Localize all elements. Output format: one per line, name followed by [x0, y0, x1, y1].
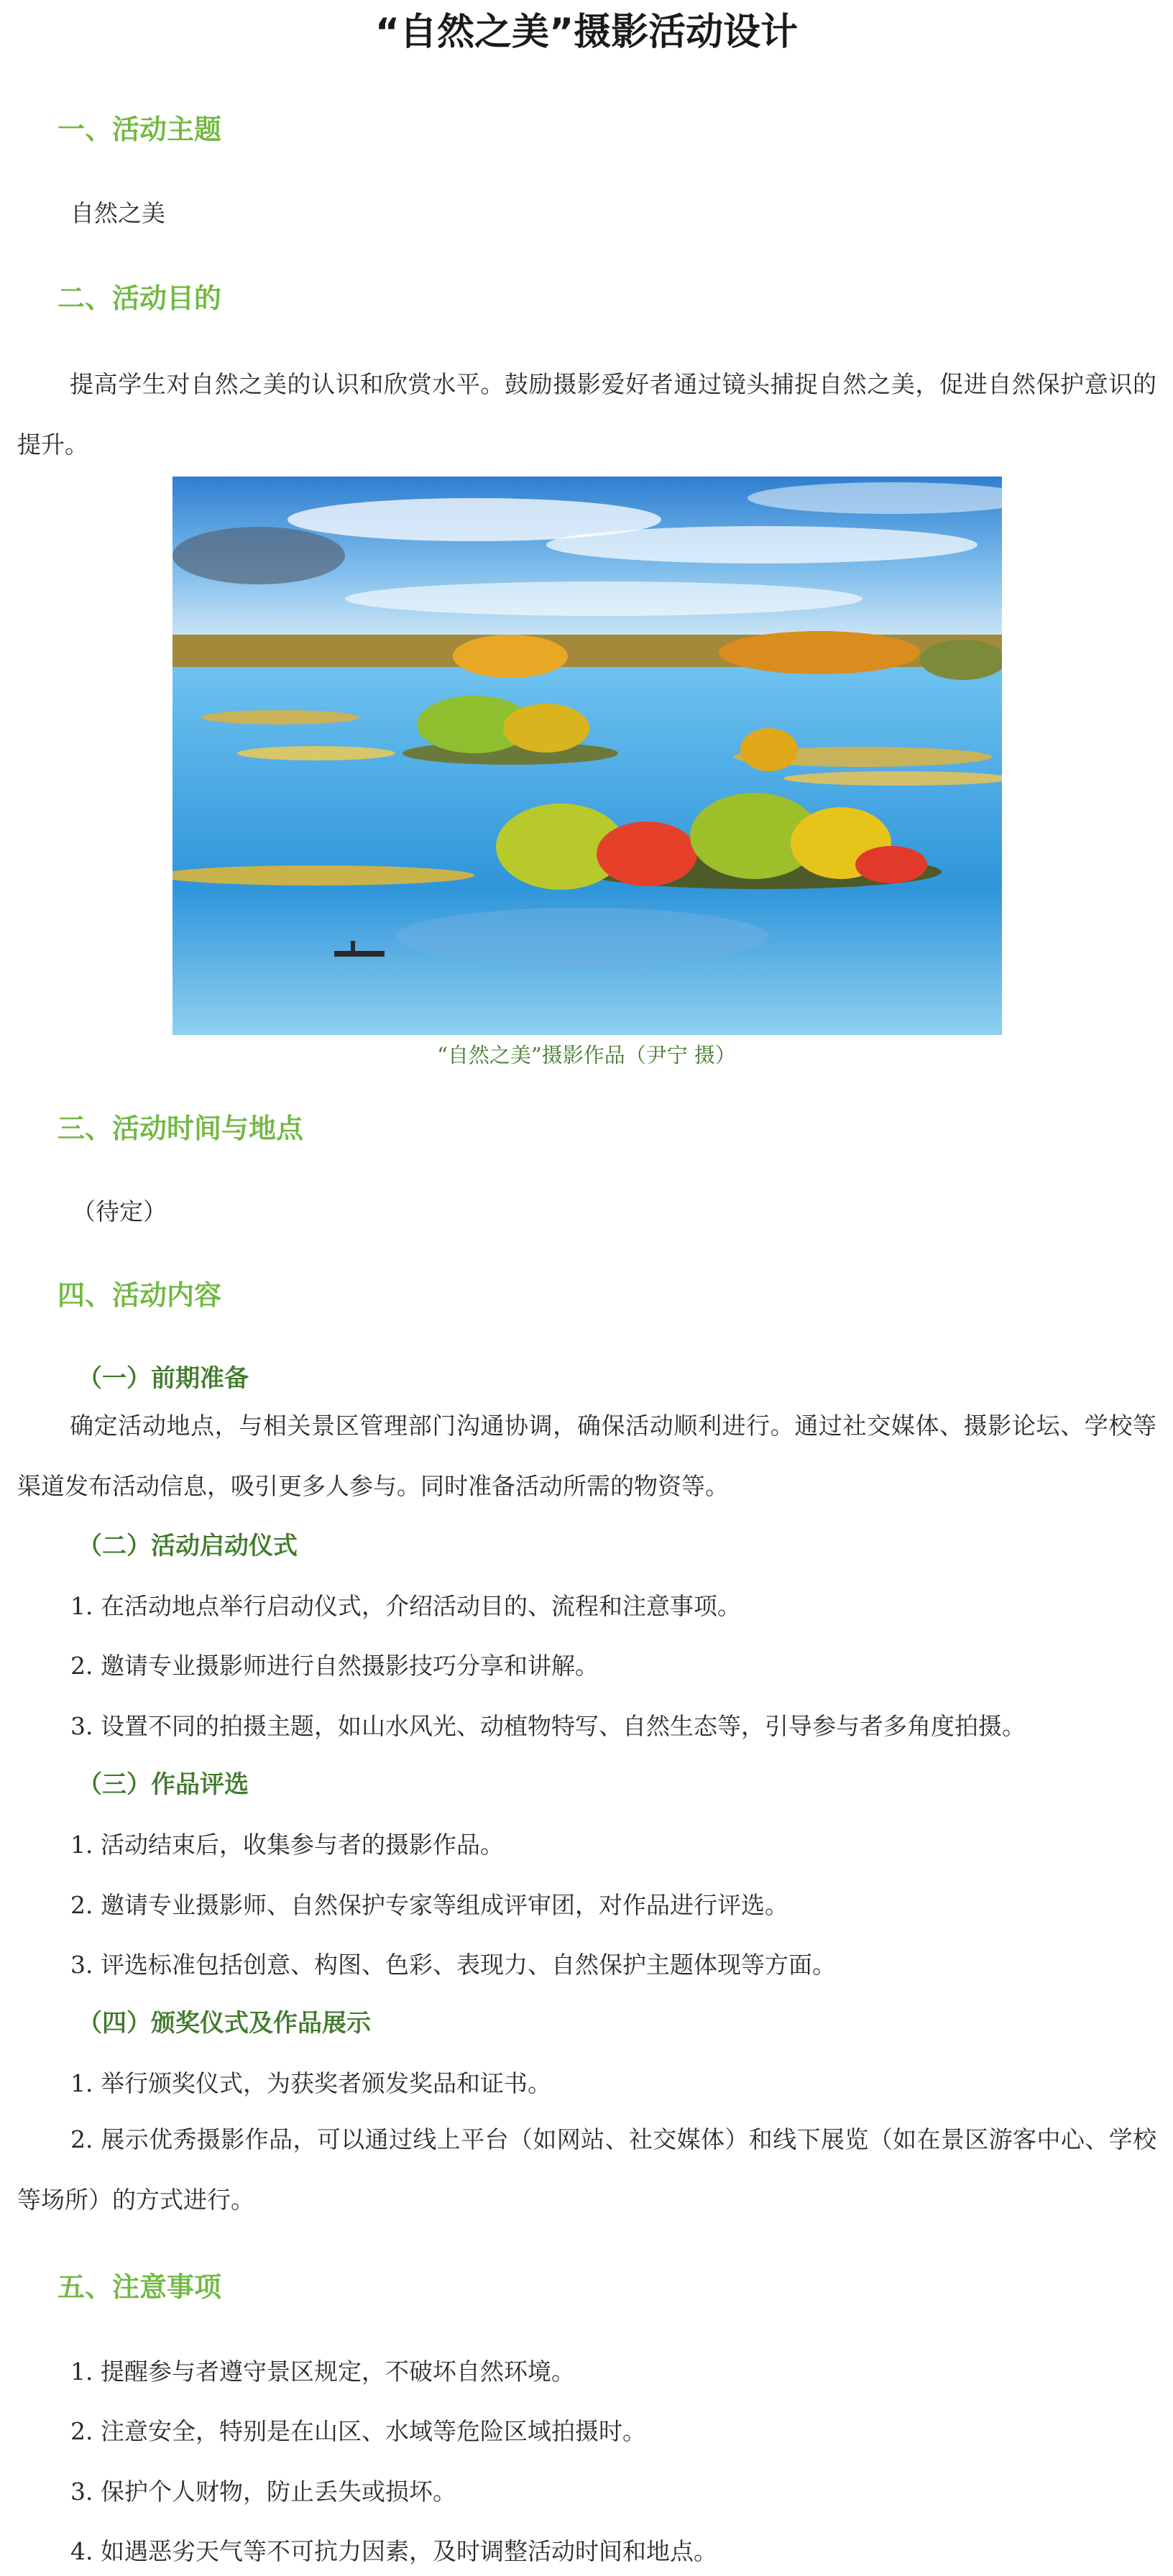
section-heading-theme: 一、活动主题: [58, 114, 222, 145]
list-item: 2. 邀请专业摄影师进行自然摄影技巧分享和讲解。: [70, 1652, 599, 1680]
list-item: 3. 设置不同的拍摄主题，如山水风光、动植物特写、自然生态等，引导参与者多角度拍摄。: [70, 1712, 1026, 1740]
subheading-awards: （四）颁奖仪式及作品展示: [78, 2009, 371, 2038]
list-item: 1. 提醒参与者遵守景区规定，不破坏自然环境。: [70, 2358, 575, 2386]
subheading-preparation: （一）前期准备: [78, 1364, 249, 1393]
section-heading-purpose: 二、活动目的: [58, 282, 222, 314]
list-item: 3. 保护个人财物，防止丢失或损坏。: [70, 2478, 456, 2506]
page-title: “自然之美”摄影活动设计: [374, 11, 799, 54]
photo-caption: “自然之美”摄影作品（尹宁 摄）: [437, 1043, 736, 1067]
time-place-text: （待定）: [72, 1197, 167, 1225]
theme-text: 自然之美: [70, 199, 165, 227]
section-heading-content: 四、活动内容: [58, 1279, 222, 1311]
awards-paragraph: 2. 展示优秀摄影作品，可以通过线上平台（如网站、社交媒体）和线下展览（如在景区游客中心、学校等场所）的方式进行。: [17, 2125, 1156, 2214]
subheading-judging: （三）作品评选: [78, 1770, 249, 1799]
list-item: 2. 注意安全，特别是在山区、水域等危险区域拍摄时。: [70, 2417, 646, 2445]
section-heading-time-place: 三、活动时间与地点: [58, 1113, 304, 1144]
list-item: 4. 如遇恶劣天气等不可抗力因素，及时调整活动时间和地点。: [70, 2537, 717, 2565]
subheading-launch: （二）活动启动仪式: [78, 1532, 298, 1560]
list-item: 2. 邀请专业摄影师、自然保护专家等组成评审团，对作品进行评选。: [70, 1891, 788, 1919]
list-item: 3. 评选标准包括创意、构图、色彩、表现力、自然保护主题体现等方面。: [70, 1951, 836, 1979]
list-item: 1. 活动结束后，收集参与者的摄影作品。: [70, 1831, 504, 1859]
section-heading-notes: 五、注意事项: [58, 2271, 222, 2303]
preparation-paragraph: 确定活动地点，与相关景区管理部门沟通协调，确保活动顺利进行。通过社交媒体、摄影论坛、学校等渠道发布活动信息，吸引更多人参与。同时准备活动所需的物资等。: [17, 1412, 1156, 1500]
photo-icon: [172, 477, 1002, 1035]
list-item: 1. 在活动地点举行启动仪式，介绍活动目的、流程和注意事项。: [70, 1592, 741, 1620]
list-item: 1. 举行颁奖仪式，为获奖者颁发奖品和证书。: [70, 2069, 551, 2097]
lake-landscape-photo: [172, 477, 1002, 1035]
purpose-paragraph: 提高学生对自然之美的认识和欣赏水平。鼓励摄影爱好者通过镜头捕捉自然之美，促进自然保护意识的提升。: [17, 370, 1156, 459]
